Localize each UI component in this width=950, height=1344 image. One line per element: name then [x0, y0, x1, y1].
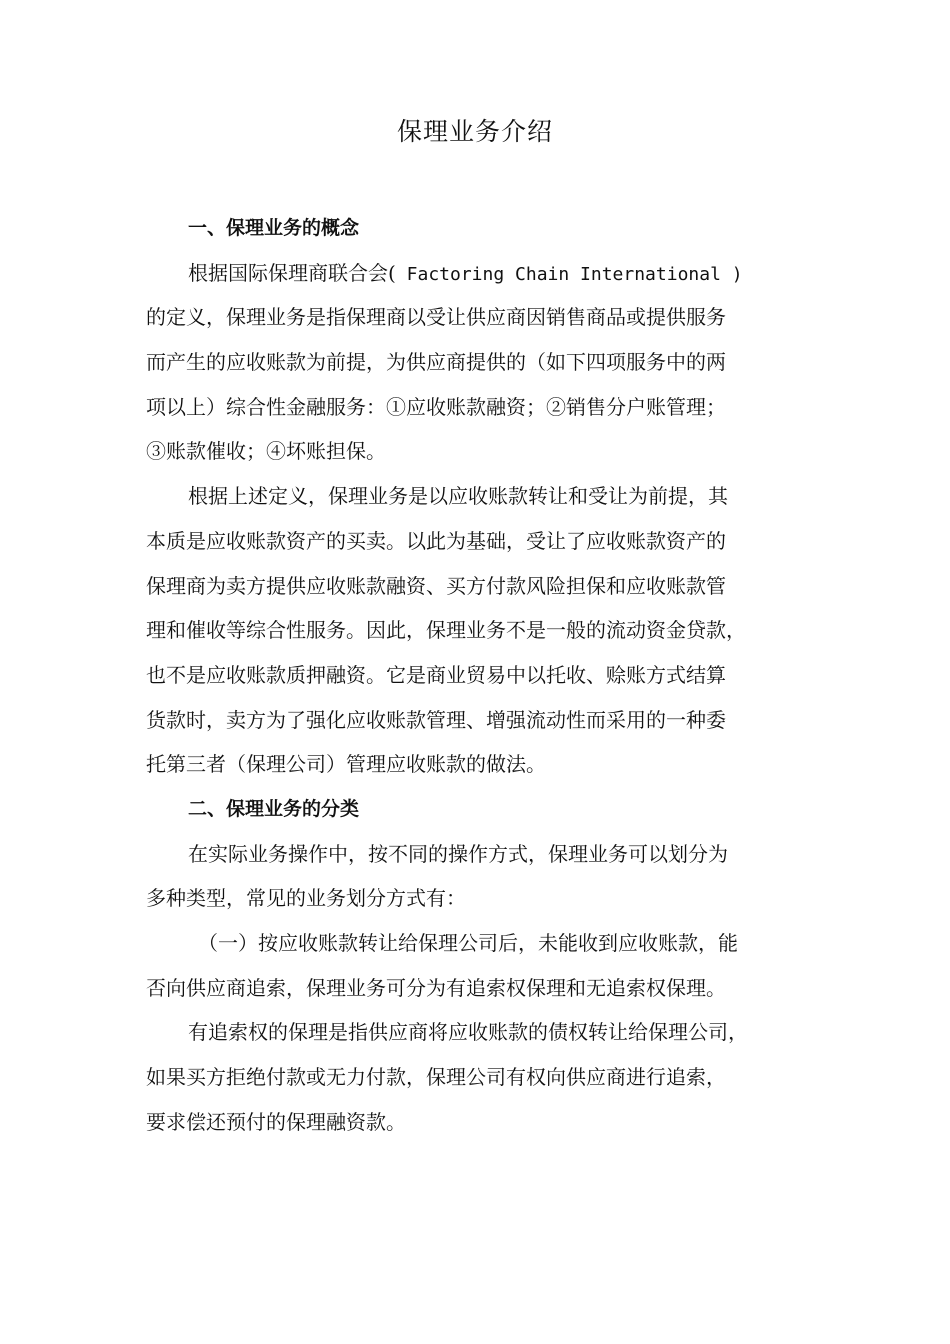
paragraph-recourse-criterion — [146, 928, 818, 1017]
paragraph-recourse-factoring — [146, 1017, 818, 1151]
paragraph-line: 托第三者（保理公司）管理应收账款的做法。 — [146, 752, 546, 777]
text-segment: 根据国际保理商联合会( — [188, 260, 396, 285]
paragraph-line: 而产生的应收账款为前提，为供应商提供的（如下四项服务中的两 — [146, 350, 726, 375]
paragraph-line: （一）按应收账款转让给保理公司后，未能收到应收账款，能 — [198, 931, 738, 955]
paragraph-line: 本质是应收账款资产的买卖。以此为基础，受让了应收账款资产的 — [146, 528, 726, 553]
paragraph-line: 保理商为卖方提供应收账款融资、买方付款风险担保和应收账款管 — [146, 573, 726, 598]
paragraph-line: 的定义，保理业务是指保理商以受让供应商因销售商品或提供服务 — [146, 305, 726, 330]
paragraph-line: 如果买方拒绝付款或无力付款，保理公司有权向供应商进行追索， — [146, 1065, 726, 1090]
paragraph-line — [146, 258, 818, 303]
section-heading-concept: 一、保理业务的概念 — [188, 217, 360, 239]
paragraph-types-intro — [146, 839, 818, 928]
paragraph-line: 货款时，卖方为了强化应收账款管理、增强流动性而采用的一种委 — [146, 707, 726, 732]
paragraph-line: 要求偿还预付的保理融资款。 — [146, 1109, 406, 1134]
paragraph-essence — [146, 481, 818, 794]
paragraph-line: 在实际业务操作中，按不同的操作方式，保理业务可以划分为 — [188, 841, 728, 866]
paragraph-line: 根据上述定义，保理业务是以应收账款转让和受让为前提，其 — [188, 484, 728, 509]
paragraph-line: ③账款催收；④坏账担保。 — [146, 439, 386, 464]
paragraph-line: 理和催收等综合性服务。因此，保理业务不是一般的流动资金贷款， — [146, 618, 746, 643]
paragraph-line: 多种类型，常见的业务划分方式有： — [146, 886, 466, 911]
paragraph-line: 否向供应商追索，保理业务可分为有追索权保理和无追索权保理。 — [146, 975, 726, 1000]
section-heading-classification: 二、保理业务的分类 — [188, 797, 360, 820]
paragraph-line: 有追索权的保理是指供应商将应收账款的债权转让给保理公司， — [188, 1020, 748, 1045]
paragraph-line: 也不是应收账款质押融资。它是商业贸易中以托收、赊账方式结算 — [146, 662, 726, 687]
paragraph-line: 项以上）综合性金融服务：①应收账款融资；②销售分户账管理； — [146, 394, 726, 419]
latin-text-segment: Factoring Chain International ) — [395, 263, 743, 285]
document-body — [146, 213, 818, 1151]
paragraph-definition — [146, 258, 818, 481]
page-title: 保理业务介绍 — [396, 117, 553, 146]
